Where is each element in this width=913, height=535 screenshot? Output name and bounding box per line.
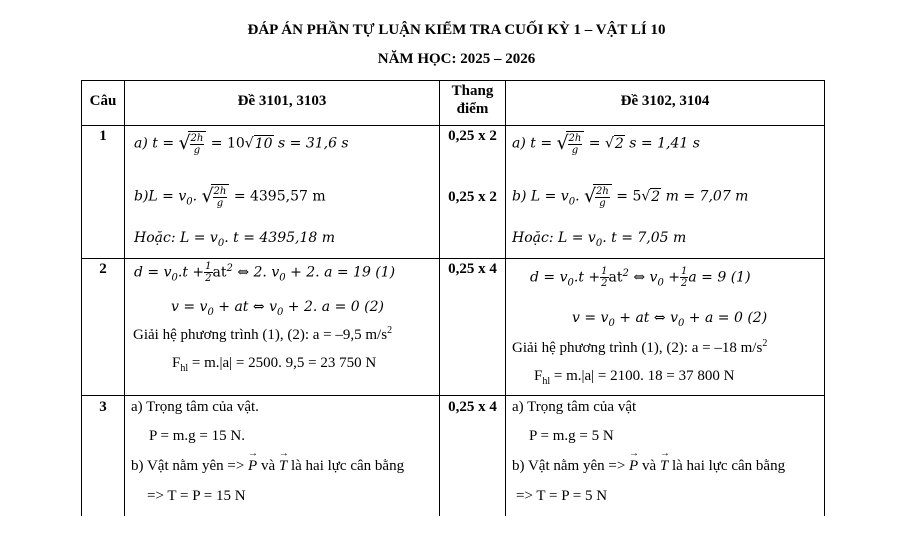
answer-2-line2-de2: $v = v_0$ + at ⇔ $v_0 + a = 0$ (2): [572, 310, 768, 329]
answer-2-line1-de1: $d = v_0.t$ + $\frac{1}{2}$ $at^2$ ⇔ 2. $v_0 + 2$. a = 19 (1): [134, 261, 396, 284]
row-divider: [81, 395, 825, 396]
score-cell: 0,25 x 2: [448, 189, 497, 205]
answer-1a-de2: a) t = √ $\frac{2h}{g}$ = √2 s = 1,41 s: [512, 132, 700, 156]
header-thang: Thang: [451, 83, 494, 99]
column-divider: [124, 80, 125, 516]
question-number: 2: [99, 261, 107, 277]
header-thang-diem: [440, 82, 505, 118]
answer-3a-calc-de2: P = m.g = 5 N: [529, 428, 614, 444]
column-divider: [439, 80, 440, 516]
row-divider: [81, 258, 825, 259]
column-divider: [505, 80, 506, 516]
answer-2-line4-de2: $F_{hl} = m.|a| = 2100$. 18 = 37 800 N: [534, 368, 735, 387]
answer-1b-de2: b) $L = v_0$. √ $\frac{2h}{g}$ = 5√2 m = 7,07 m: [512, 185, 749, 209]
answer-3a-calc-de1: P = m.g = 15 N.: [149, 428, 245, 444]
question-number: 1: [99, 128, 107, 144]
answer-3b-result-de1: => T = P = 15 N: [147, 488, 246, 504]
header-cau: Câu: [89, 93, 117, 109]
answer-2-line3-de1: Giải hệ phương trình (1), (2): a = –9,5 $m/s^2$: [133, 325, 393, 343]
table-border-top: [81, 80, 825, 81]
answer-3b-de1: b) Vật nằm yên => → P và → T là hai lực cân bằng: [131, 458, 404, 475]
header-de-3101-3103: Đề 3101, 3103: [237, 93, 327, 109]
row-divider: [81, 125, 825, 126]
table-border-left: [81, 80, 82, 516]
question-number: 3: [99, 399, 107, 415]
answer-1-alt-de1: Hoặc: $L = v_0$. t = 4395,18 m: [134, 230, 335, 249]
answer-2-line2-de1: $v = v_0$ + at ⇔ $v_0 + 2$. a = 0 (2): [171, 299, 384, 318]
answer-3a-de1: a) Trọng tâm của vật.: [131, 399, 259, 415]
answer-3b-de2: b) Vật nằm yên => → P và → T là hai lực cân bằng: [512, 458, 785, 475]
table-border-right: [824, 80, 825, 516]
header-diem: điểm: [456, 101, 489, 117]
answer-3a-de2: a) Trọng tâm của vật: [512, 399, 637, 415]
score-cell: 0,25 x 4: [448, 399, 497, 415]
answer-1-alt-de2: Hoặc: $L = v_0$. t = 7,05 m: [512, 230, 687, 249]
answer-2-line4-de1: $F_{hl} = m.|a| = 2500$. 9,5 = 23 750 N: [172, 355, 377, 374]
header-de-3102-3104: Đề 3102, 3104: [620, 93, 710, 109]
answer-2-line1-de2: $d = v_0.t$ + $\frac{1}{2}$ $at^2$ ⇔ $v_0$ + $\frac{1}{2}$ a = 9 (1): [530, 266, 751, 289]
answer-2-line3-de2: Giải hệ phương trình (1), (2): a = –18 $m/s^2$: [512, 338, 768, 356]
score-cell: 0,25 x 4: [448, 261, 497, 277]
answer-3b-result-de2: => T = P = 5 N: [516, 488, 608, 504]
answer-1a-de1: a) t = √ $\frac{2h}{g}$ = 10√10 s = 31,6 s: [134, 132, 349, 156]
score-cell: 0,25 x 2: [448, 128, 497, 144]
answer-1b-de1: $b)L = v_0$. √ $\frac{2h}{g}$ = 4395,57 m: [134, 185, 326, 209]
school-year: NĂM HỌC: 2025 – 2026: [377, 51, 536, 67]
document-title: ĐÁP ÁN PHẦN TỰ LUẬN KIỂM TRA CUỐI KỲ 1 – VẬT LÍ 10: [247, 22, 666, 38]
